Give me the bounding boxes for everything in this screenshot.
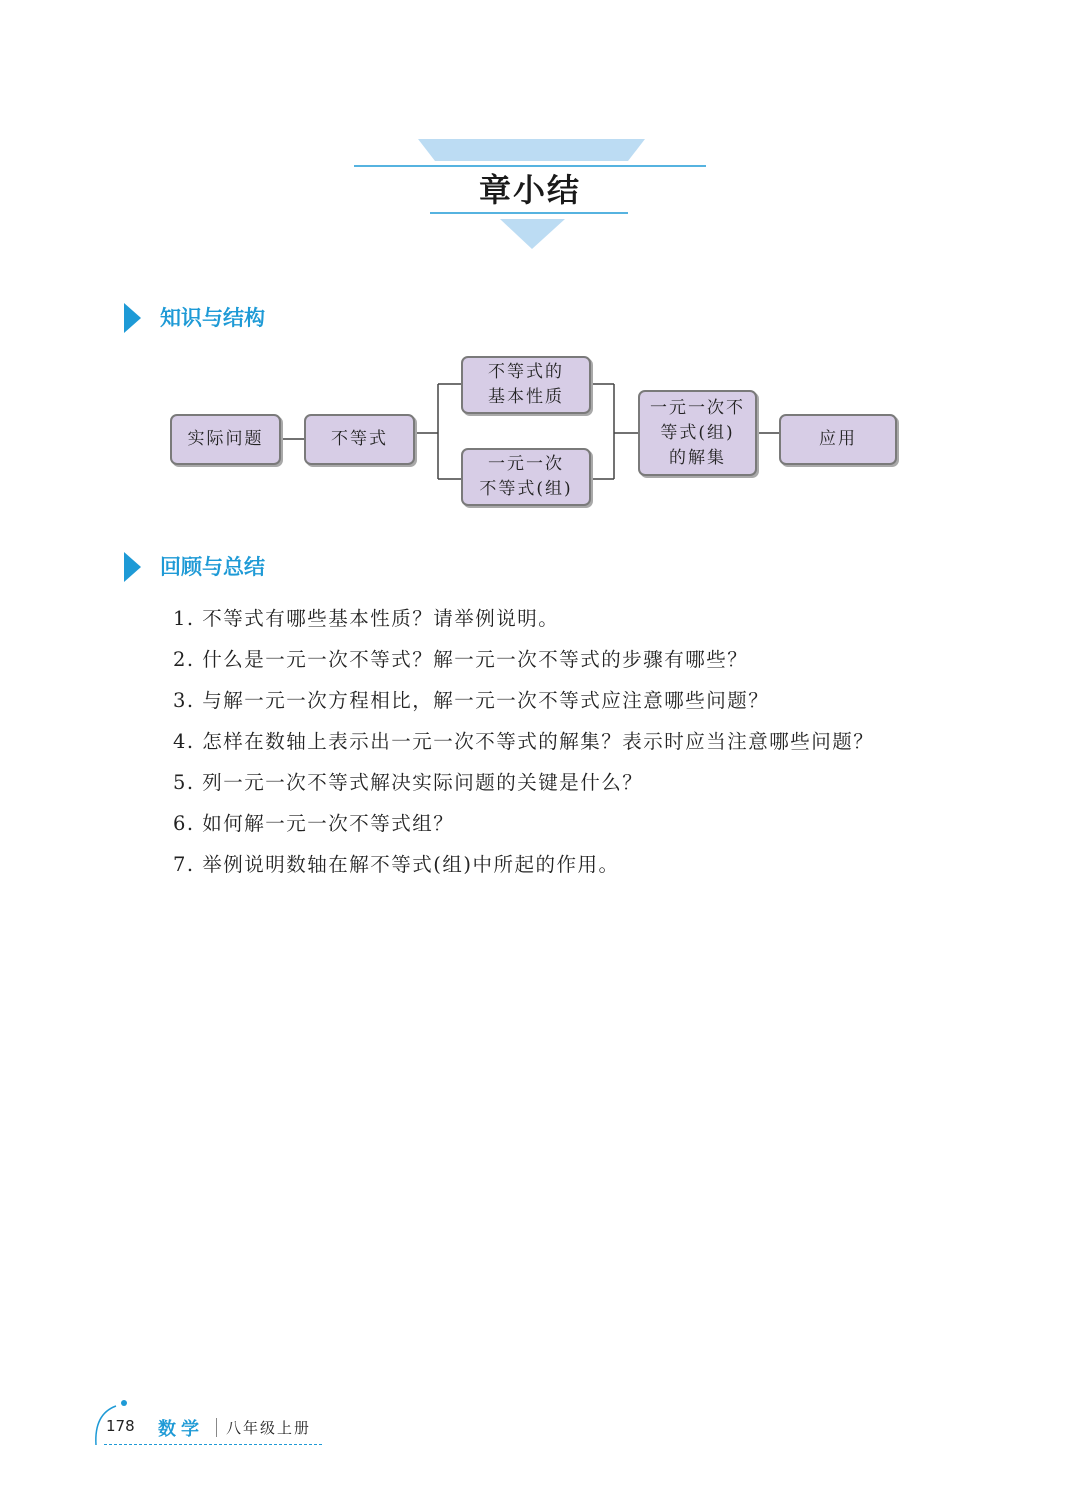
question-item: 6. 如何解一元一次不等式组？ xyxy=(173,812,455,835)
section-title-review: 回顾与总结 xyxy=(160,555,265,579)
question-item: 1. 不等式有哪些基本性质？请举例说明。 xyxy=(173,607,560,630)
section-title-knowledge: 知识与结构 xyxy=(160,306,265,330)
question-item: 5. 列一元一次不等式解决实际问题的关键是什么？ xyxy=(173,771,644,794)
node-practical-problem-label: 实际问题 xyxy=(187,429,264,449)
section-arrow-icon xyxy=(124,552,141,582)
node-inequality xyxy=(304,414,415,465)
node-solution-set xyxy=(638,390,757,476)
review-question-list xyxy=(173,598,993,885)
question-item: 2. 什么是一元一次不等式？解一元一次不等式的步骤有哪些？ xyxy=(173,648,749,671)
node-basic-properties-line-2: 基本性质 xyxy=(488,387,564,407)
footer-subject: 数学 xyxy=(158,1419,204,1440)
chapter-header xyxy=(350,135,710,255)
node-practical-problem xyxy=(170,414,281,465)
node-linear-inequality-line-1: 一元一次 xyxy=(487,454,564,474)
question-item: 7. 举例说明数轴在解不等式(组)中所起的作用。 xyxy=(173,853,620,876)
section-heading-knowledge xyxy=(124,300,324,334)
question-item: 3. 与解一元一次方程相比，解一元一次不等式应注意哪些问题？ xyxy=(173,689,770,712)
knowledge-structure-diagram xyxy=(165,350,905,515)
section-arrow-icon xyxy=(124,303,141,333)
node-basic-properties-line-1: 不等式的 xyxy=(488,362,564,382)
chapter-title: 章小结 xyxy=(478,171,581,209)
node-linear-inequality-line-2: 不等式(组) xyxy=(479,479,573,499)
page-footer xyxy=(90,1398,330,1448)
node-basic-properties xyxy=(461,356,591,414)
node-solution-set-line-3: 的解集 xyxy=(669,447,726,468)
node-solution-set-line-2: 等式(组) xyxy=(660,422,735,443)
footer-book-title: 八年级上册 xyxy=(226,1419,312,1437)
footer-divider xyxy=(216,1418,217,1437)
footer-dashed-rule xyxy=(104,1444,322,1445)
node-solution-set-line-1: 一元一次不 xyxy=(650,397,745,418)
node-application-label: 应用 xyxy=(819,429,857,449)
node-application xyxy=(779,414,897,465)
section-heading-review xyxy=(124,549,324,583)
page-number: 178 xyxy=(106,1417,135,1435)
node-inequality-label: 不等式 xyxy=(331,429,388,449)
node-linear-inequality xyxy=(461,448,591,506)
question-item: 4. 怎样在数轴上表示出一元一次不等式的解集？表示时应当注意哪些问题？ xyxy=(173,730,875,753)
